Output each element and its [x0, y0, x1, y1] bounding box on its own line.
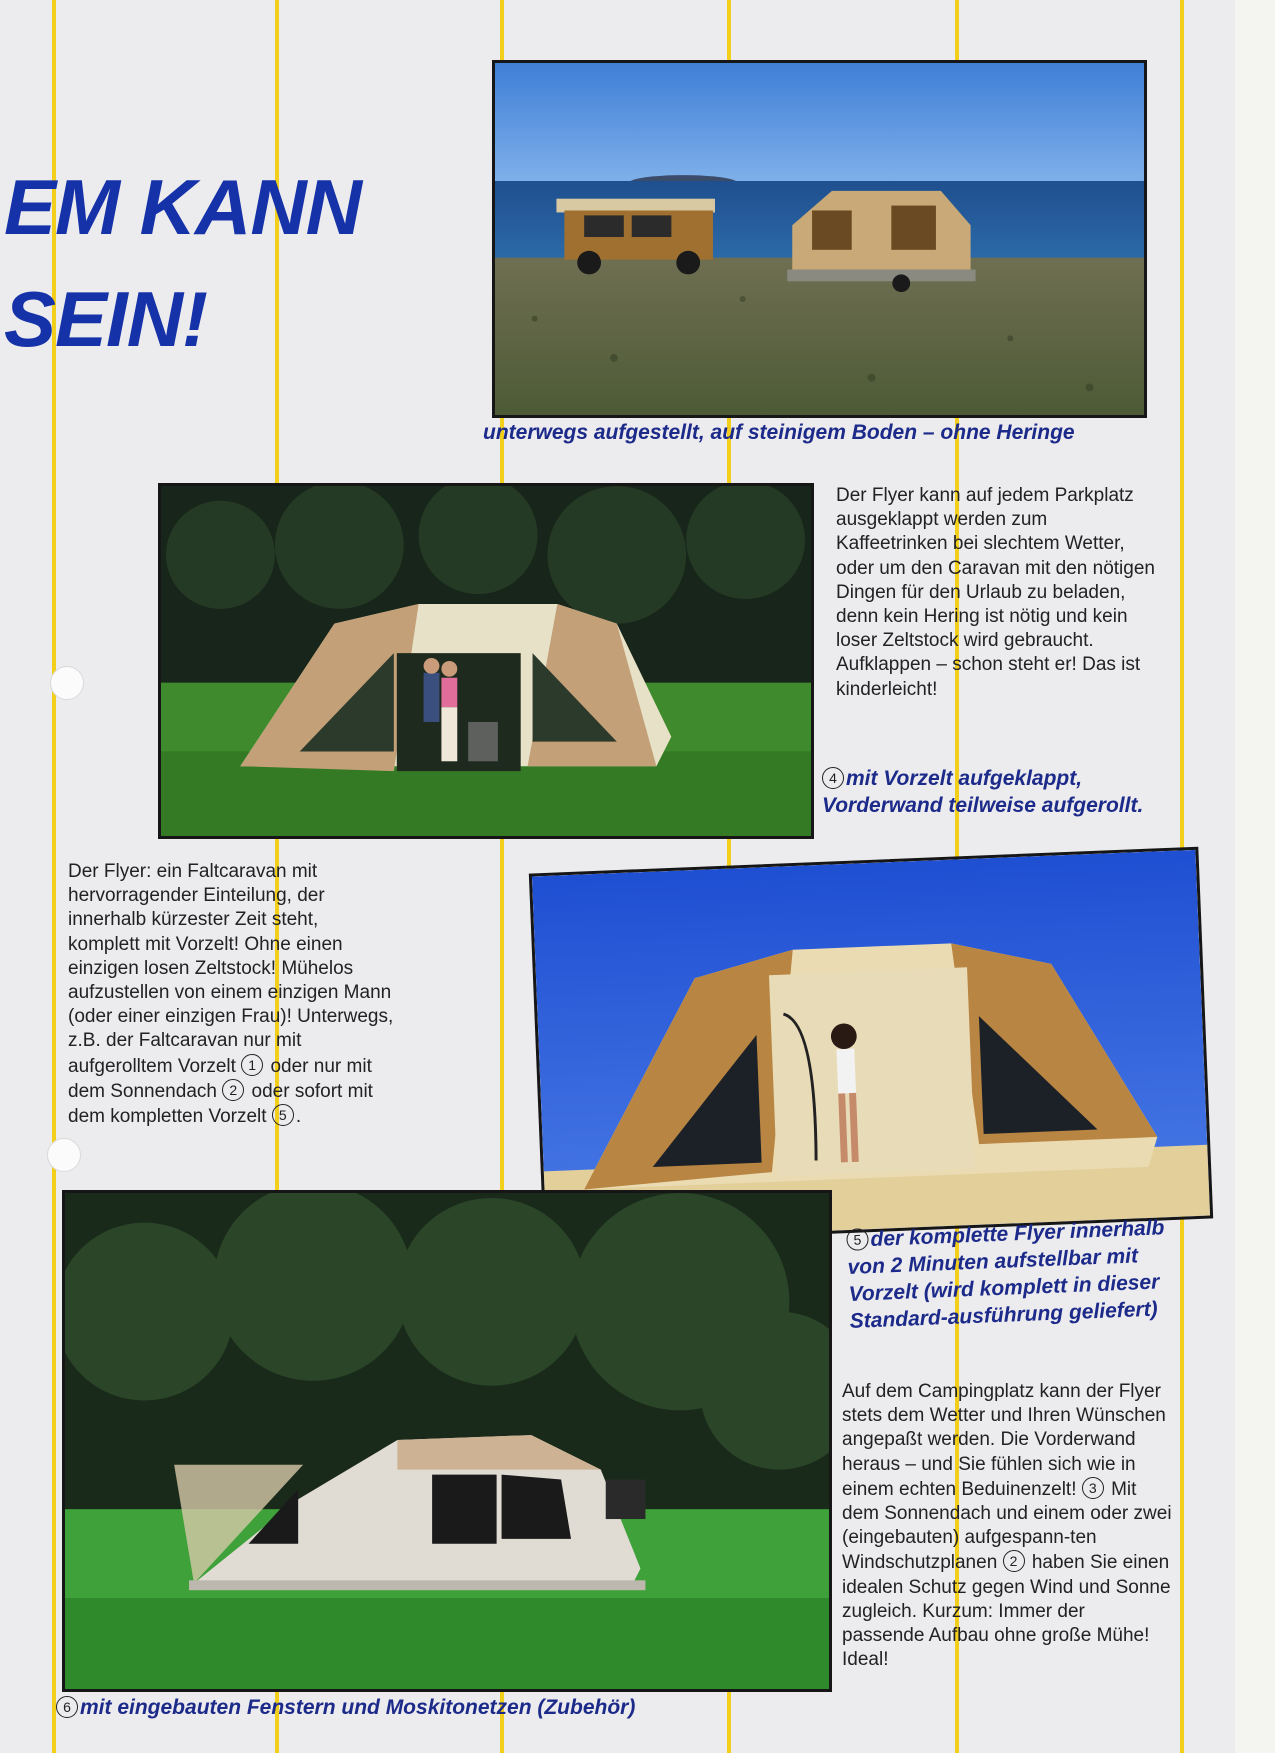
caption-photo1: unterwegs aufgestellt, auf steinigem Boden – ohne Heringe — [483, 421, 1075, 444]
punch-hole — [50, 666, 84, 700]
ref-number: 3 — [1082, 1477, 1104, 1499]
photo-complete-flyer — [529, 847, 1213, 1246]
photo-tent-front-partly-rolled — [158, 483, 814, 839]
number-badge: 6 — [56, 1696, 78, 1718]
text-part: Der Flyer: ein Faltcaravan mit hervorragender Einteilung, der innerhalb kürzester Zeit steht, komplett mit Vorzelt! Ohne einen einzigen losen Zeltstock! Mühelos aufzustellen von einem einzigen Mann (oder einer einzigen Frau)! Unterwegs, z.B. der Faltcaravan nur mit aufgerolltem Vorzelt — [68, 861, 394, 1077]
photo-tent-with-windows — [62, 1190, 832, 1692]
text-part: haben Sie einen idealen Schutz gegen Wind und Sonne zugleich. Kurzum: Immer der passende Aufbau ohne große Mühe! Ideal! — [842, 1552, 1171, 1671]
caption-6 — [56, 1694, 816, 1721]
ref-number: 1 — [241, 1054, 263, 1076]
headline-line1: EM KANN — [4, 163, 361, 251]
ref-number: 5 — [272, 1104, 294, 1126]
text-part: Auf dem Campingplatz kann der Flyer stets dem Wetter und Ihren Wünschen angepaßt werden. Die Vorderwand heraus – und Sie fühlen sich wie in einem echten Beduinenzelt! — [842, 1381, 1166, 1500]
number-badge: 5 — [846, 1228, 869, 1251]
ref-number: 2 — [1003, 1550, 1025, 1572]
text-left-middle — [68, 860, 394, 1129]
ref-number: 2 — [222, 1079, 244, 1101]
text-part: oder nur mit dem Sonnendach — [68, 1055, 372, 1102]
text-part: . — [295, 1106, 302, 1128]
caption-6-text: mit eingebauten Fenstern und Moskitonetzen (Zubehör) — [80, 1696, 636, 1719]
headline-line2: SEIN! — [4, 275, 208, 363]
number-badge: 4 — [822, 767, 844, 789]
text-part: Mit dem Sonnendach und einem oder zwei (eingebauten) aufgespann-ten Windschutzplanen — [842, 1478, 1172, 1574]
punch-hole — [47, 1138, 81, 1172]
caption-4 — [822, 765, 1152, 819]
caption-5-text: der komplette Flyer innerhalb von 2 Minuten aufstellbar mit Vorzelt (wird komplett in dieser Standard-ausführung geliefert) — [847, 1216, 1165, 1333]
text-part: oder sofort mit dem kompletten Vorzelt — [68, 1080, 373, 1128]
text-right-top: Der Flyer kann auf jedem Parkplatz ausgeklappt werden zum Kaffeetrinken bei slechtem Wetter, oder um den Caravan mit den nötigen Dingen für den Urlaub zu beladen, denn kein Hering ist nötig und kein loser Zeltstock wird gebraucht. Aufklappen – schon steht er! Das ist kinderleicht! — [836, 485, 1155, 700]
guide-line — [52, 0, 56, 1753]
photo-caravan-at-sea — [492, 60, 1147, 418]
text-right-bottom — [842, 1380, 1172, 1672]
caption-5 — [846, 1213, 1190, 1335]
page-edge — [1235, 0, 1275, 1753]
caption-4-text: mit Vorzelt aufgeklappt, Vorderwand teilweise aufgerollt. — [822, 767, 1144, 817]
